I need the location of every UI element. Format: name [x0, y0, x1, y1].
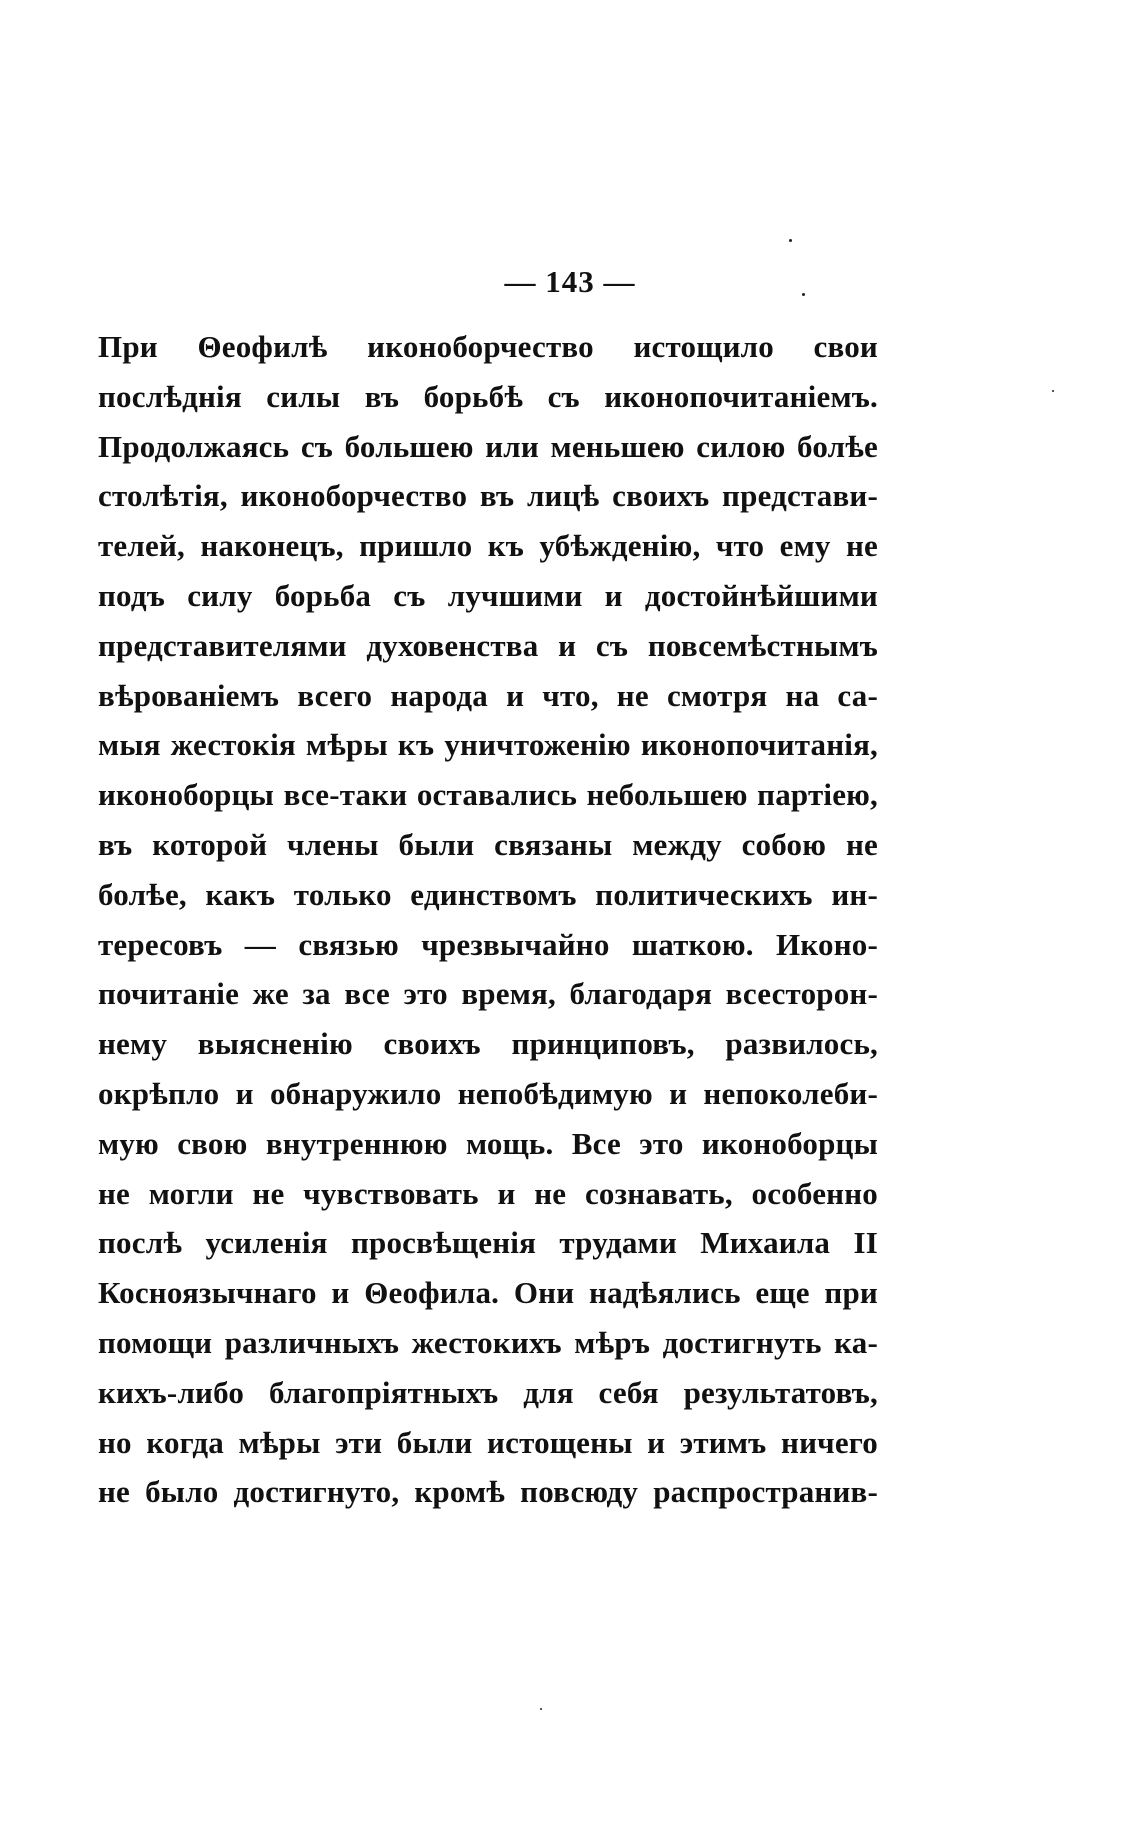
text-line: подъ силу борьба съ лучшими и достойнѣйшими [98, 577, 878, 613]
body-text [98, 322, 878, 1517]
text-line: не было достигнуто, кромѣ повсюду распространив- [98, 1474, 878, 1510]
scan-speck [802, 293, 805, 296]
scan-speck [789, 239, 792, 242]
text-line: послѣднія силы въ борьбѣ съ иконопочитаніемъ. [98, 378, 878, 414]
text-line: почитаніе же за все это время, благодаря всесторон- [98, 976, 878, 1012]
text-line: представителями духовенства и съ повсемѣстнымъ [98, 627, 878, 663]
scan-speck [1052, 390, 1054, 392]
text-line: кихъ-либо благопріятныхъ для себя результатовъ, [98, 1374, 878, 1410]
text-line: тересовъ — связью чрезвычайно шаткою. Иконо- [98, 926, 878, 962]
text-line: Косноязычнаго и Θеофила. Они надѣялись еще при [98, 1275, 878, 1311]
text-line: послѣ усиленія просвѣщенія трудами Михаила II [98, 1225, 878, 1261]
text-line: столѣтія, иконоборчество въ лицѣ своихъ представи- [98, 478, 878, 514]
page-number: — 143 — [504, 264, 636, 299]
text-line: мыя жестокія мѣры къ уничтоженію иконопочитанія, [98, 727, 878, 763]
text-line: вѣрованіемъ всего народа и что, не смотря на са- [98, 677, 878, 713]
text-line: При Θеофилѣ иконоборчество истощило свои [98, 329, 878, 364]
text-line: не могли не чувствовать и не сознавать, особенно [98, 1175, 878, 1211]
scan-speck [540, 1708, 542, 1710]
text-line: мую свою внутреннюю мощь. Все это иконоборцы [98, 1125, 878, 1161]
text-line: Продолжаясь съ большею или меньшею силою болѣе [98, 428, 878, 464]
text-line: болѣе, какъ только единствомъ политическихъ ин- [98, 876, 878, 912]
text-line: помощи различныхъ жестокихъ мѣръ достигнуть ка- [98, 1324, 878, 1360]
text-line: нему выясненію своихъ принциповъ, развилось, [98, 1026, 878, 1062]
text-line: телей, наконецъ, пришло къ убѣжденію, что ему не [98, 528, 878, 564]
text-line: но когда мѣры эти были истощены и этимъ ничего [98, 1424, 878, 1460]
text-line: иконоборцы все-таки оставались небольшею партіею, [98, 777, 878, 813]
text-line: окрѣпло и обнаружило непобѣдимую и непоколеби- [98, 1075, 878, 1111]
text-line: въ которой члены были связаны между собою не [98, 826, 878, 862]
